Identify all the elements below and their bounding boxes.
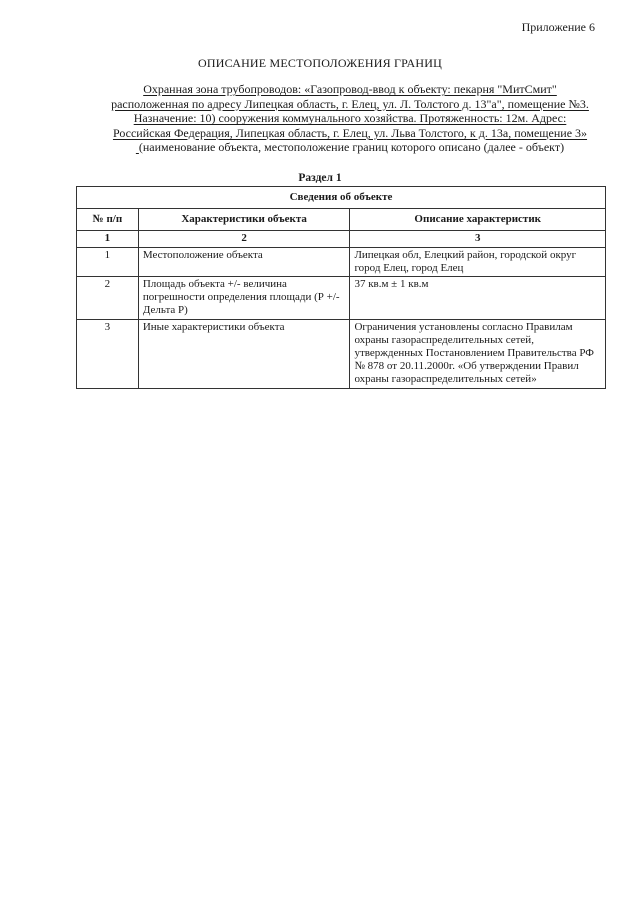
row-characteristic: Местоположение объекта: [138, 247, 350, 276]
column-number-row: [77, 231, 606, 247]
object-line-3: Назначение: 10) сооружения коммунального хозяйства. Протяженность: 12м. Адрес:: [133, 111, 567, 126]
page-title: ОПИСАНИЕ МЕСТОПОЛОЖЕНИЯ ГРАНИЦ: [198, 56, 442, 70]
appendix-label: Приложение 6: [521, 20, 595, 34]
row-characteristic: Площадь объекта +/- величина погрешности определения площади (Р +/- Дельта Р): [138, 277, 350, 320]
row-characteristic: Иные характеристики объекта: [138, 319, 350, 388]
column-header-description: Описание характеристик: [350, 209, 606, 231]
column-number: 3: [350, 231, 606, 247]
column-number: 1: [77, 231, 139, 247]
column-header-characteristic: Характеристики объекта: [138, 209, 350, 231]
object-description: [90, 82, 610, 155]
table-row: [77, 319, 606, 388]
section-title: Раздел 1: [298, 172, 342, 184]
row-num: 2: [77, 277, 139, 320]
column-header-row: [77, 209, 606, 231]
table-row: [77, 247, 606, 276]
row-description: Ограничения установлены согласно Правилам охраны газораспределительных сетей, утвержденных Постановлением Правительства РФ № 878 от 20.11.2000г. «Об утверждении Правил охраны газораспределительных сетей»: [350, 319, 606, 388]
column-header-num: № п/п: [77, 209, 139, 231]
table-row: [77, 277, 606, 320]
object-line-2: расположенная по адресу Липецкая область, г. Елец, ул. Л. Толстого д. 13"а", помещение №3.: [111, 96, 589, 111]
row-num: 3: [77, 319, 139, 388]
object-caption: (наименование объекта, местоположение границ которого описано (далее - объект): [138, 140, 565, 155]
object-line-1: Охранная зона трубопроводов: «Газопровод-ввод к объекту: пекарня "МитСмит": [143, 82, 557, 96]
object-info-table: [76, 186, 606, 389]
table-title-row: [77, 187, 606, 209]
row-description: 37 кв.м ± 1 кв.м: [350, 277, 606, 320]
row-description: Липецкая обл, Елецкий район, городской округ город Елец, город Елец: [350, 247, 606, 276]
row-num: 1: [77, 247, 139, 276]
object-line-4: Российская Федерация, Липецкая область, г. Елец, ул. Льва Толстого, к д. 13а, помещение 3»: [112, 125, 588, 140]
table-title: Сведения об объекте: [77, 187, 606, 209]
column-number: 2: [138, 231, 350, 247]
